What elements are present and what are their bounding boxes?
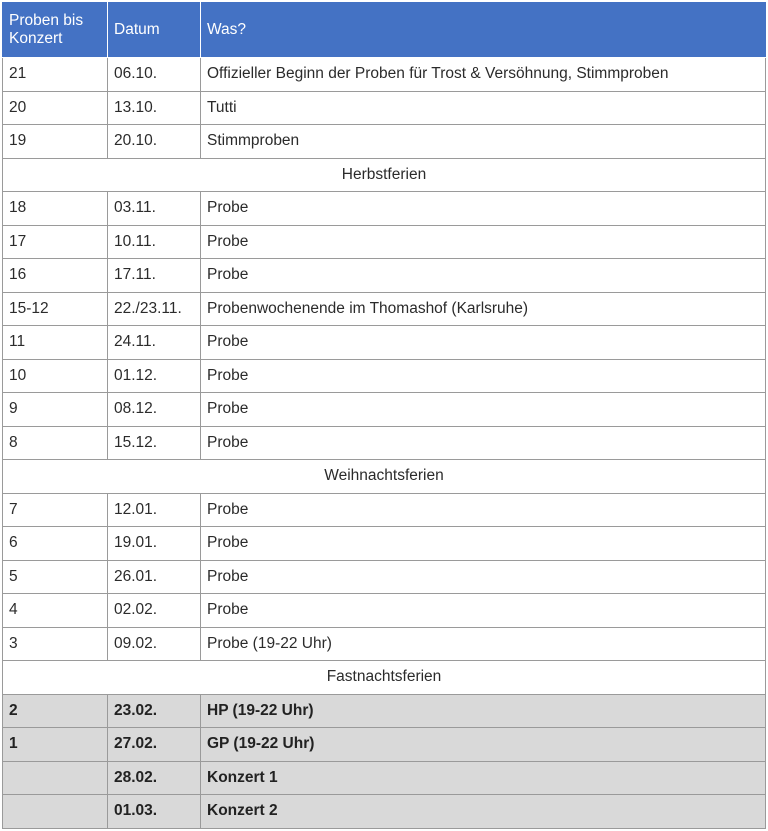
cell-countdown: 18 <box>3 192 108 226</box>
table-row <box>3 359 766 393</box>
cell-countdown: 16 <box>3 259 108 293</box>
section-label: Weihnachtsferien <box>3 460 766 494</box>
cell-date: 12.01. <box>108 493 201 527</box>
table-row <box>3 426 766 460</box>
table-row <box>3 560 766 594</box>
header-what: Was? <box>201 2 766 58</box>
table-row <box>3 627 766 661</box>
section-label: Fastnachtsferien <box>3 661 766 695</box>
cell-what: Probe <box>201 192 766 226</box>
cell-what: Stimmproben <box>201 125 766 159</box>
cell-what: Probenwochenende im Thomashof (Karlsruhe) <box>201 292 766 326</box>
final-row <box>3 795 766 829</box>
cell-date: 20.10. <box>108 125 201 159</box>
section-row <box>3 460 766 494</box>
rehearsal-schedule-table <box>2 2 766 829</box>
cell-date: 19.01. <box>108 527 201 561</box>
cell-what: Probe <box>201 527 766 561</box>
cell-date: 02.02. <box>108 594 201 628</box>
cell-countdown: 2 <box>3 694 108 728</box>
section-row <box>3 661 766 695</box>
cell-what: Probe <box>201 560 766 594</box>
cell-what: Probe <box>201 426 766 460</box>
cell-date: 01.12. <box>108 359 201 393</box>
table-row <box>3 326 766 360</box>
cell-what: Tutti <box>201 91 766 125</box>
table-row <box>3 58 766 92</box>
table-row <box>3 393 766 427</box>
table-row <box>3 91 766 125</box>
cell-date: 23.02. <box>108 694 201 728</box>
table-row <box>3 594 766 628</box>
cell-what: GP (19-22 Uhr) <box>201 728 766 762</box>
cell-what: Probe <box>201 359 766 393</box>
cell-date: 22./23.11. <box>108 292 201 326</box>
cell-what: Konzert 2 <box>201 795 766 829</box>
cell-what: Konzert 1 <box>201 761 766 795</box>
cell-what: Probe <box>201 326 766 360</box>
header-countdown: Proben bis Konzert <box>3 2 108 58</box>
cell-what: Probe <box>201 225 766 259</box>
table-row <box>3 259 766 293</box>
cell-date: 17.11. <box>108 259 201 293</box>
cell-countdown: 3 <box>3 627 108 661</box>
cell-countdown: 10 <box>3 359 108 393</box>
cell-countdown: 4 <box>3 594 108 628</box>
final-row <box>3 694 766 728</box>
header-date: Datum <box>108 2 201 58</box>
cell-what: Probe (19-22 Uhr) <box>201 627 766 661</box>
table-row <box>3 225 766 259</box>
cell-date: 10.11. <box>108 225 201 259</box>
cell-countdown: 5 <box>3 560 108 594</box>
table-body <box>3 58 766 829</box>
cell-what: Probe <box>201 259 766 293</box>
cell-countdown: 1 <box>3 728 108 762</box>
cell-countdown: 19 <box>3 125 108 159</box>
cell-date: 06.10. <box>108 58 201 92</box>
final-row <box>3 728 766 762</box>
cell-date: 15.12. <box>108 426 201 460</box>
final-row <box>3 761 766 795</box>
cell-date: 01.03. <box>108 795 201 829</box>
cell-date: 03.11. <box>108 192 201 226</box>
section-label: Herbstferien <box>3 158 766 192</box>
cell-countdown: 7 <box>3 493 108 527</box>
table-row <box>3 125 766 159</box>
cell-countdown: 15-12 <box>3 292 108 326</box>
table-row <box>3 493 766 527</box>
cell-what: Probe <box>201 594 766 628</box>
section-row <box>3 158 766 192</box>
cell-date: 08.12. <box>108 393 201 427</box>
cell-date: 24.11. <box>108 326 201 360</box>
cell-countdown: 6 <box>3 527 108 561</box>
table-row <box>3 292 766 326</box>
table-header <box>3 2 766 58</box>
cell-countdown <box>3 795 108 829</box>
table-row <box>3 527 766 561</box>
table-row <box>3 192 766 226</box>
cell-date: 28.02. <box>108 761 201 795</box>
cell-date: 26.01. <box>108 560 201 594</box>
cell-countdown: 11 <box>3 326 108 360</box>
cell-countdown: 9 <box>3 393 108 427</box>
cell-countdown: 21 <box>3 58 108 92</box>
cell-what: HP (19-22 Uhr) <box>201 694 766 728</box>
cell-countdown: 17 <box>3 225 108 259</box>
cell-what: Offizieller Beginn der Proben für Trost & Versöhnung, Stimmproben <box>201 58 766 92</box>
cell-countdown: 20 <box>3 91 108 125</box>
cell-countdown <box>3 761 108 795</box>
header-row <box>3 2 766 58</box>
cell-what: Probe <box>201 393 766 427</box>
cell-date: 27.02. <box>108 728 201 762</box>
cell-countdown: 8 <box>3 426 108 460</box>
cell-date: 09.02. <box>108 627 201 661</box>
cell-date: 13.10. <box>108 91 201 125</box>
cell-what: Probe <box>201 493 766 527</box>
